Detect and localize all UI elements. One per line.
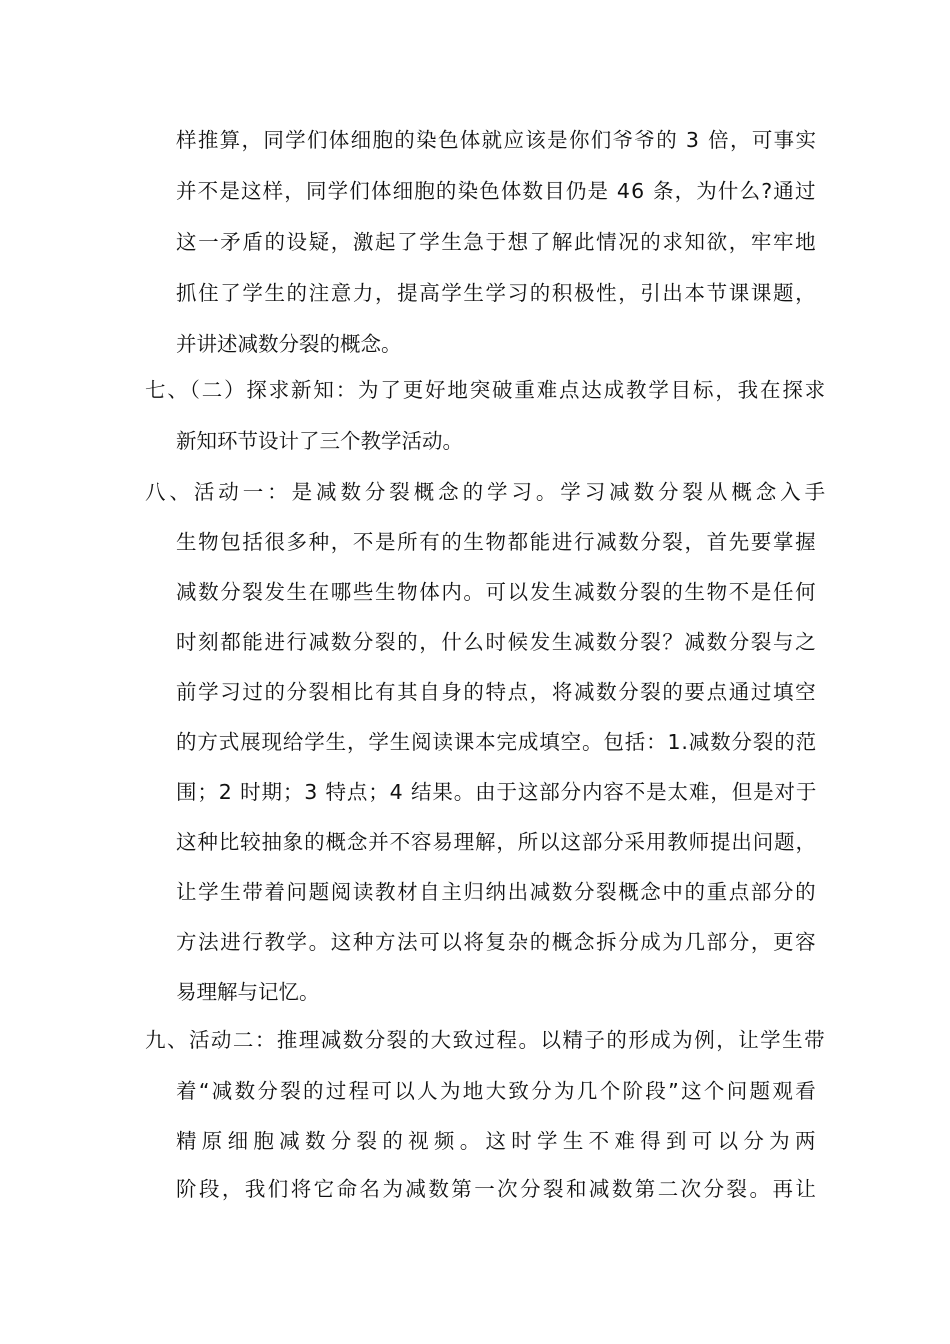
paragraph-line: 前学习过的分裂相比有其自身的特点，将减数分裂的要点通过填空: [176, 680, 818, 704]
section-heading-9: 九、活动二：推理减数分裂的大致过程。以精子的形成为例，让学生带: [145, 1028, 827, 1052]
paragraph-line: 着“减数分裂的过程可以人为地大致分为几个阶段”这个问题观看: [176, 1079, 819, 1103]
paragraph-line: 让学生带着问题阅读教材自主归纳出减数分裂概念中的重点部分的: [176, 880, 818, 904]
paragraph-line: 这种比较抽象的概念并不容易理解，所以这部分采用教师提出问题，: [176, 830, 817, 854]
paragraph-line: 生物包括很多种，不是所有的生物都能进行减数分裂，首先要掌握: [176, 530, 818, 554]
paragraph-line: 阶段，我们将它命名为减数第一次分裂和减数第二次分裂。再让: [176, 1177, 819, 1201]
paragraph-line: 方法进行教学。这种方法可以将复杂的概念拆分成为几部分，更容: [176, 930, 818, 954]
paragraph-line: 这一矛盾的设疑，激起了学生急于想了解此情况的求知欲，牢牢地: [176, 230, 818, 254]
section-heading-7: 七、（二）探求新知：为了更好地突破重难点达成教学目标，我在探求: [145, 378, 827, 402]
paragraph-line: 并不是这样，同学们体细胞的染色体数目仍是 46 条，为什么?通过: [176, 179, 817, 203]
paragraph-line: 的方式展现给学生，学生阅读课本完成填空。包括：1.减数分裂的范: [176, 730, 818, 754]
paragraph-line: 减数分裂发生在哪些生物体内。可以发生减数分裂的生物不是任何: [176, 580, 818, 604]
paragraph-line: 样推算，同学们体细胞的染色体就应该是你们爷爷的 3 倍，可事实: [176, 128, 818, 152]
paragraph-line: 并讲述减数分裂的概念。: [176, 332, 402, 356]
paragraph-line: 时刻都能进行减数分裂的，什么时候发生减数分裂？减数分裂与之: [176, 630, 818, 654]
paragraph-line: 易理解与记忆。: [176, 980, 320, 1004]
paragraph-line: 抓住了学生的注意力，提高学生学习的积极性，引出本节课课题，: [176, 281, 818, 305]
section-heading-8: 八、活动一：是减数分裂概念的学习。学习减数分裂从概念入手: [145, 480, 830, 504]
paragraph-line: 新知环节设计了三个教学活动。: [176, 429, 463, 453]
paragraph-line: 围；2 时期；3 特点；4 结果。由于这部分内容不是太难，但是对于: [176, 780, 818, 804]
paragraph-line: 精原细胞减数分裂的视频。这时学生不难得到可以分为两: [176, 1129, 821, 1153]
